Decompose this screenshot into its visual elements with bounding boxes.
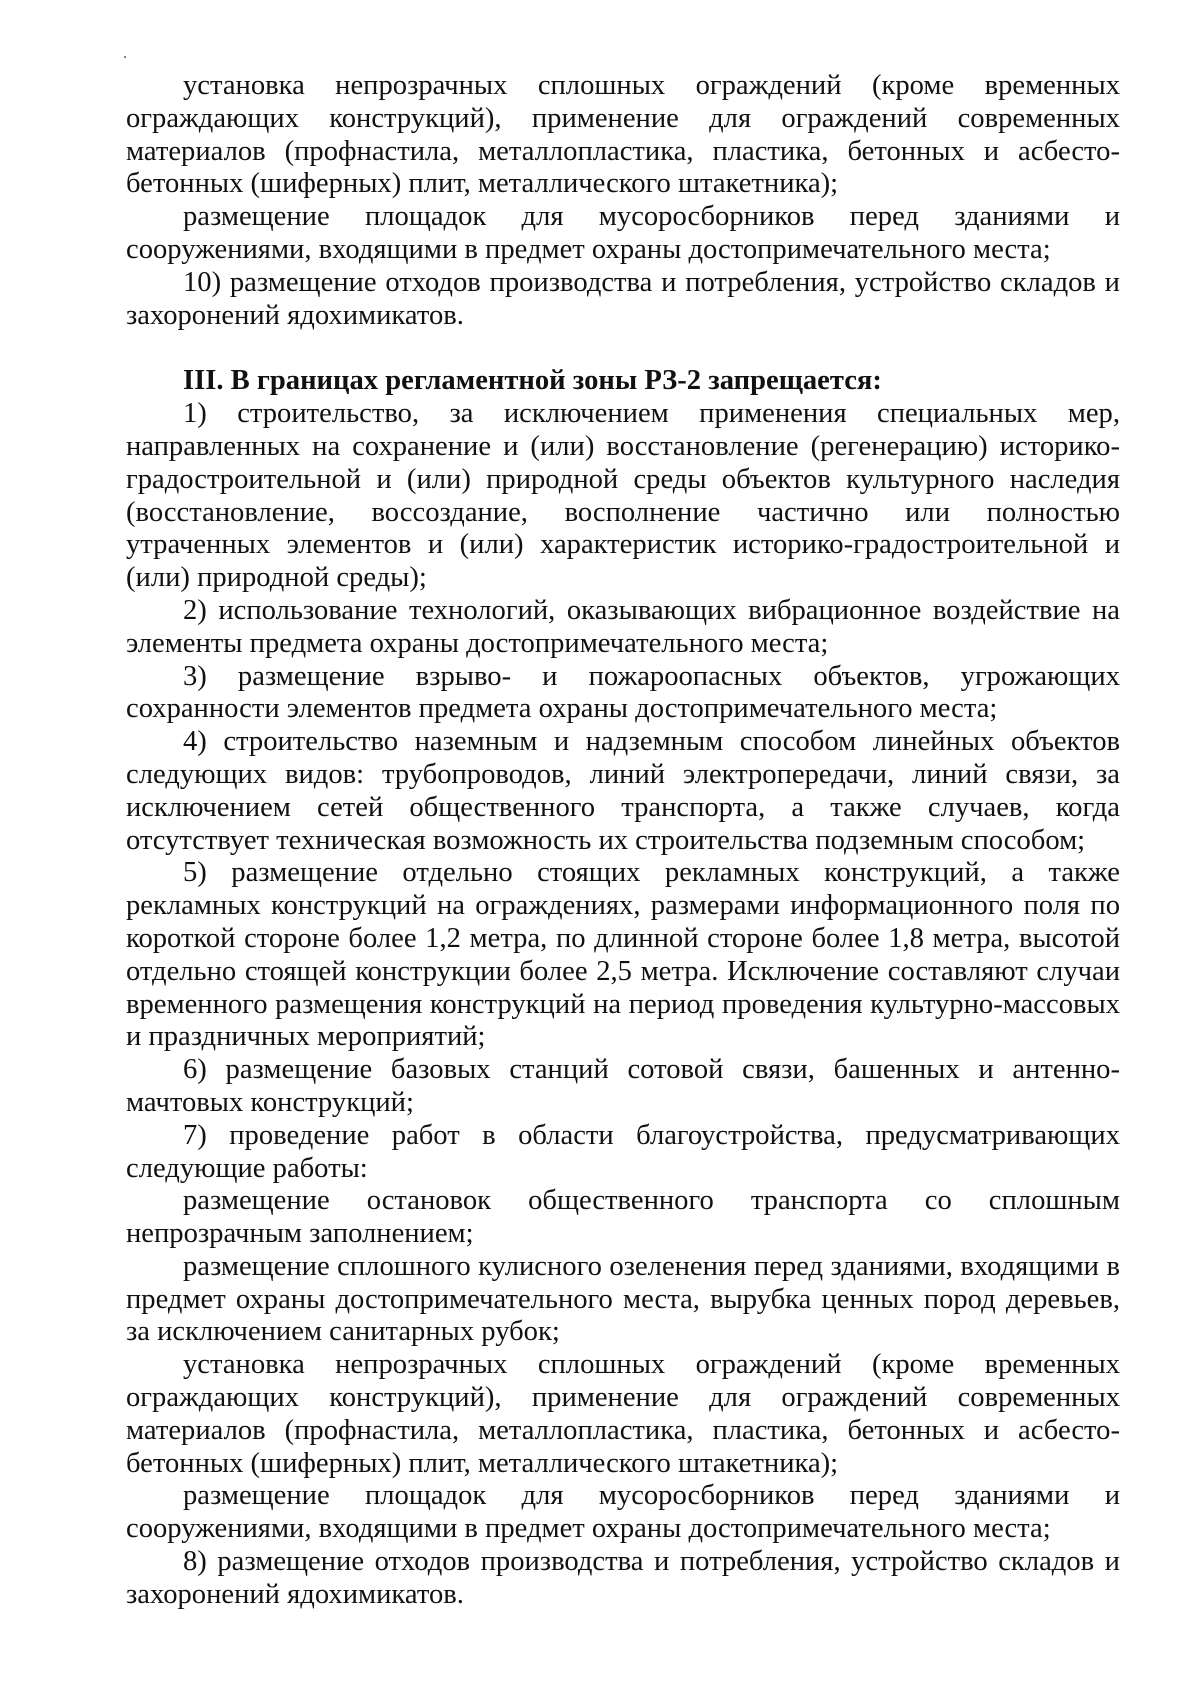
paragraph: 8) размещение отходов производства и потребления, устройство складов и захоронений ядохимикатов. (126, 1546, 1120, 1610)
paragraph: размещение площадок для мусоросборников перед зданиями и сооружениями, входящими в предмет охраны достопримечательного места; (126, 201, 1120, 265)
paragraph: 3) размещение взрыво- и пожароопасных объектов, угрожающих сохранности элементов предмета охраны достопримечательного места; (126, 660, 1120, 725)
paragraph: 5) размещение отдельно стоящих рекламных конструкций, а также рекламных конструкций на ограждениях, размерами информационного поля по короткой стороне более 1,2 метра, по длинной стороне более 1,8 метра, высотой отдельно стоящей конструкции более 2,5 метра. Исключение составляют случаи временного размещения конструкций на период проведения культурно-массовых и праздничных мероприятий; (126, 857, 1120, 1053)
paragraph: 1) строительство, за исключением применения специальных мер, направленных на сохранение и (или) восстановление (регенерацию) историко-градостроительной и (или) природной среды объектов культурного наследия (восстановление, воссоздание, восполнение частично или полностью утраченных элементов и (или) характеристик историко-градостроительной и (или) природной среды); (126, 398, 1120, 594)
paragraph: 10) размещение отходов производства и потребления, устройство складов и захоронений ядохимикатов. (126, 266, 1120, 331)
paragraph: размещение остановок общественного транспорта со сплошным непрозрачным заполнением; (126, 1185, 1120, 1250)
section-heading: III. В границах регламентной зоны РЗ-2 запрещается: (183, 365, 882, 397)
paragraph: 2) использование технологий, оказывающих вибрационное воздействие на элементы предмета охраны достопримечательного места; (126, 594, 1120, 659)
paragraph: размещение площадок для мусоросборников перед зданиями и сооружениями, входящими в предмет охраны достопримечательного места; (126, 1480, 1120, 1545)
paragraph: 7) проведение работ в области благоустройства, предусматривающих следующие работы: (126, 1119, 1120, 1184)
paragraph: установка непрозрачных сплошных ограждений (кроме временных ограждающих конструкций), применение для ограждений современных материалов (профнастила, металлопластика, пластика, бетонных и асбесто-бетонных (шиферных) плит, металлического штакетника); (126, 1349, 1120, 1479)
section-spacer (126, 332, 1120, 365)
scan-speck (124, 56, 126, 58)
paragraph: 6) размещение базовых станций сотовой связи, башенных и антенно-мачтовых конструкций; (126, 1054, 1120, 1118)
document-body (126, 70, 1120, 1612)
paragraph: установка непрозрачных сплошных ограждений (кроме временных ограждающих конструкций), применение для ограждений современных материалов (профнастила, металлопластика, пластика, бетонных и асбесто-бетонных (шиферных) плит, металлического штакетника); (126, 70, 1120, 200)
paragraph: 4) строительство наземным и надземным способом линейных объектов следующих видов: трубопроводов, линий электропередачи, линий связи, за исключением сетей общественного транспорта, а также случаев, когда отсутствует техническая возможность их строительства подземным способом; (126, 726, 1120, 856)
paragraph: размещение сплошного кулисного озеленения перед зданиями, входящими в предмет охраны достопримечательного места, вырубка ценных пород деревьев, за исключением санитарных рубок; (126, 1250, 1120, 1348)
